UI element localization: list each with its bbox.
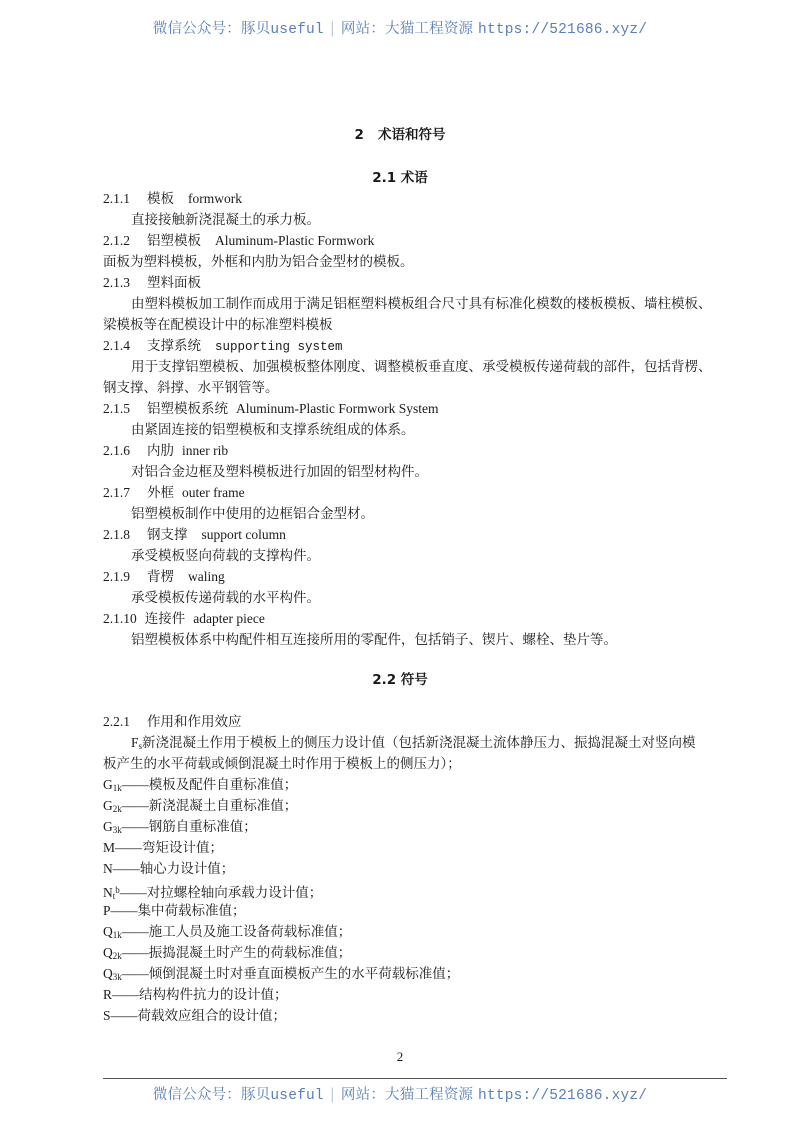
wechat-label: 微信公众号：豚贝 (152, 1087, 271, 1103)
term-definition: 由塑料模板加工制作而成用于满足铝框塑料模板组合尺寸具有标准化模数的楼板模板、墙柱模板、 (131, 296, 712, 311)
term-definition: 铝塑模板体系中构配件相互连接所用的零配件，包括销子、锲片、螺栓、垫片等。 (131, 632, 617, 647)
symbol-item: $G_{3k}——$钢筋自重标准值； (103, 819, 257, 835)
term-heading: 2.1.9 背楞 waling (103, 569, 225, 584)
symbol-item: N——轴心力设计值； (103, 861, 235, 876)
symbol-group-heading: 2.2.1 作用和作用效应 (103, 714, 242, 729)
term-heading: 2.1.4 支撑系统 supporting system (103, 338, 343, 354)
wechat-name: useful (270, 1088, 324, 1104)
term-definition: 铝塑模板制作中使用的边框铝合金型材。 (131, 506, 374, 521)
symbol-item: P——集中荷载标准值； (103, 903, 246, 918)
footer-divider (103, 1078, 727, 1079)
symbol-fs-definition-cont: 板产生的水平荷载或倾倒混凝土时作用于模板上的侧压力）； (103, 756, 461, 771)
header-watermark (0, 17, 800, 38)
term-heading: 2.1.5 铝塑模板系统 Aluminum-Plastic Formwork System (103, 401, 439, 416)
symbol-item: $G_{2k}——$新浇混凝土自重标准值； (103, 798, 298, 814)
section-title-terms: 2.1 术语 (372, 170, 428, 186)
symbol-sub: s (138, 741, 143, 751)
symbol-item: $Q_{2k}——$振捣混凝土时产生的荷载标准值； (103, 945, 352, 961)
term-definition: 用于支撑铝塑模板、加强模板整体刚度、调整模板垂直度、承受模板传递荷载的部件，包括背楞、 (131, 359, 712, 374)
symbol-item: $Q_{3k}——$倾倒混凝土时对垂直面模板产生的水平荷载标准值； (103, 966, 460, 982)
section-title-symbols: 2.2 符号 (372, 672, 428, 688)
term-definition: 承受模板传递荷载的水平构件。 (131, 590, 320, 605)
wechat-label: 微信公众号：豚贝 (152, 21, 271, 37)
page-number: 2 (396, 1049, 404, 1064)
symbol-item: M——弯矩设计值； (103, 840, 224, 855)
site-url-link[interactable]: https://521686.xyz/ (478, 22, 648, 38)
term-definition: 直接接触新浇混凝土的承力板。 (131, 212, 320, 227)
term-heading: 2.1.7 外框 outer frame (103, 485, 245, 500)
term-definition-cont: 钢支撑、斜撑、水平钢管等。 (103, 380, 279, 395)
wechat-name: useful (270, 22, 324, 38)
chapter-title-text: 术语和符号 (377, 127, 446, 143)
footer-watermark (0, 1083, 800, 1104)
watermark-separator: | (329, 21, 335, 37)
term-heading: 2.1.3 塑料面板 (103, 275, 201, 290)
symbol-item: S——荷载效应组合的设计值； (103, 1008, 287, 1023)
chapter-number: 2 (354, 127, 364, 143)
term-definition: 对铝合金边框及塑料模板进行加固的铝型材构件。 (131, 464, 428, 479)
site-label: 网站：大猫工程资源 (340, 1087, 474, 1103)
symbol-item: $Q_{1k}——$施工人员及施工设备荷载标准值； (103, 924, 352, 940)
symbol-item: $N_t^b——$对拉螺栓轴向承载力设计值； (103, 885, 323, 901)
term-heading: 2.1.1 模板 formwork (103, 191, 242, 206)
symbol-base: F (131, 735, 139, 750)
term-definition: 承受模板竖向荷载的支撑构件。 (131, 548, 320, 563)
term-definition: 由紧固连接的铝塑模板和支撑系统组成的体系。 (131, 422, 415, 437)
term-heading: 2.1.2 铝塑模板 Aluminum-Plastic Formwork (103, 233, 375, 248)
term-definition: 面板为塑料模板，外框和内肋为铝合金型材的模板。 (103, 254, 414, 269)
term-heading: 2.1.8 钢支撑 support column (103, 527, 286, 542)
symbol-fs-definition: $F_s$新浇混凝土作用于模板上的侧压力设计值（包括新浇混凝土流体静压力、振捣混凝土对竖向模 (131, 735, 696, 751)
term-definition-cont: 梁模板等在配模设计中的标准塑料模板 (103, 317, 333, 332)
symbol-item: $G_{1k}——$模板及配件自重标准值； (103, 777, 298, 793)
symbol-item: R——结构构件抗力的设计值； (103, 987, 288, 1002)
term-heading: 2.1.10 连接件 adapter piece (103, 611, 265, 626)
site-label: 网站：大猫工程资源 (340, 21, 474, 37)
chapter-title (0, 123, 800, 143)
watermark-separator: | (329, 1087, 335, 1103)
site-url-link[interactable]: https://521686.xyz/ (478, 1088, 648, 1104)
term-heading: 2.1.6 内肋 inner rib (103, 443, 229, 458)
